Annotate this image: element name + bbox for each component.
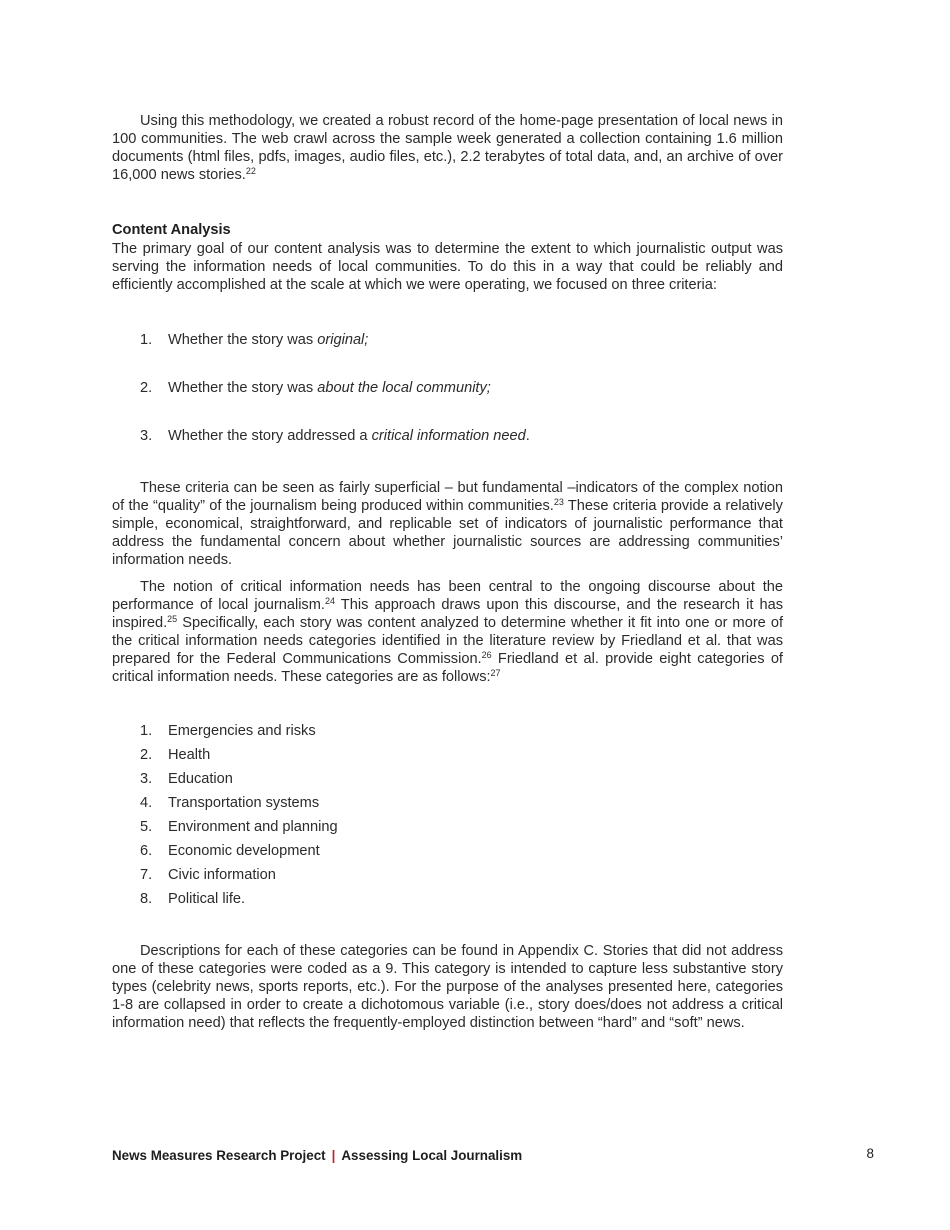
footer-project: News Measures Research Project <box>112 1148 326 1163</box>
footnote-ref[interactable]: 27 <box>490 668 501 678</box>
needs-item: 8. Political life. <box>140 891 246 907</box>
paragraph-content-intro: The primary goal of our content analysis was to determine the extent to which journalistic output was serving the information needs of local communities. To do this in a way that could be reliably and efficiently accomplished at the scale at which we were operating, we focused on three criteria: <box>112 241 783 293</box>
document-page <box>112 112 783 1032</box>
footnote-ref[interactable]: 24 <box>324 596 335 606</box>
paragraph-methodology: Using this methodology, we created a robust record of the home-page presentation of local news in 100 communities. The web crawl across the sample week generated a collection containing 1.6 million documents (html files, pdfs, images, audio files, etc.), 2.2 terabytes of total data, and, an archive of over 16,000 news stories.$^{22}$ <box>112 113 783 183</box>
footnote-ref[interactable]: 22 <box>245 166 256 176</box>
paragraph-critical-needs: The notion of critical information needs has been central to the ongoing discourse about the performance of local journalism.$^{24}$ This approach draws upon this discourse, and the research it has inspired.$^{25}$ Specifically, each story was content analyzed to determine whether it fit into one or more of the critical information needs categories identified in the literature review by Friedland et al. that was prepared for the Federal Communications Commission.$^{26}$ Friedland et al. provide eight categories of critical information needs. These categories are as follows:$^{27}$ <box>112 579 783 685</box>
footer-separator: | <box>331 1148 336 1163</box>
needs-item: 7. Civic information <box>140 867 276 883</box>
needs-item: 5. Environment and planning <box>140 819 338 835</box>
paragraph-descriptions: Descriptions for each of these categories can be found in Appendix C. Stories that did not address one of these categories were coded as a 9. This category is intended to capture less substantive story types (celebrity news, sports reports, etc.). For the purpose of the analyses presented here, categories 1-8 are collapsed in order to create a dichotomous variable (i.e., story does/does not address a critical information need) that reflects the frequently-employed distinction between “hard” and “soft” news. <box>112 943 783 1031</box>
page-number: 8 <box>866 1146 874 1161</box>
needs-item: 2. Health <box>140 747 211 763</box>
criteria-item: 1. Whether the story was original; <box>140 332 369 348</box>
needs-item: 1. Emergencies and risks <box>140 723 316 739</box>
footnote-ref[interactable]: 23 <box>553 497 564 507</box>
needs-item: 4. Transportation systems <box>140 795 320 811</box>
footer-report-title: Assessing Local Journalism <box>341 1148 523 1163</box>
needs-item: 3. Education <box>140 771 233 787</box>
criteria-list <box>112 331 783 445</box>
paragraph-criteria-quality: These criteria can be seen as fairly superficial – but fundamental –indicators of the complex notion of the “quality” of the journalism being produced within communities.$^{23}$ These criteria provide a relatively simple, economical, straightforward, and replicable set of indicators of journalistic performance that address the fundamental concern about whether journalistic sources are addressing communities’ information needs. <box>112 480 783 568</box>
criteria-item: 3. Whether the story addressed a critical information need. <box>140 428 530 444</box>
footnote-ref[interactable]: 25 <box>167 614 178 624</box>
needs-list <box>112 722 783 908</box>
needs-item: 6. Economic development <box>140 843 320 859</box>
footer-title <box>112 1148 522 1164</box>
section-heading: Content Analysis <box>112 222 231 238</box>
footnote-ref[interactable]: 26 <box>481 650 492 660</box>
criteria-item: 2. Whether the story was about the local community; <box>140 380 491 396</box>
